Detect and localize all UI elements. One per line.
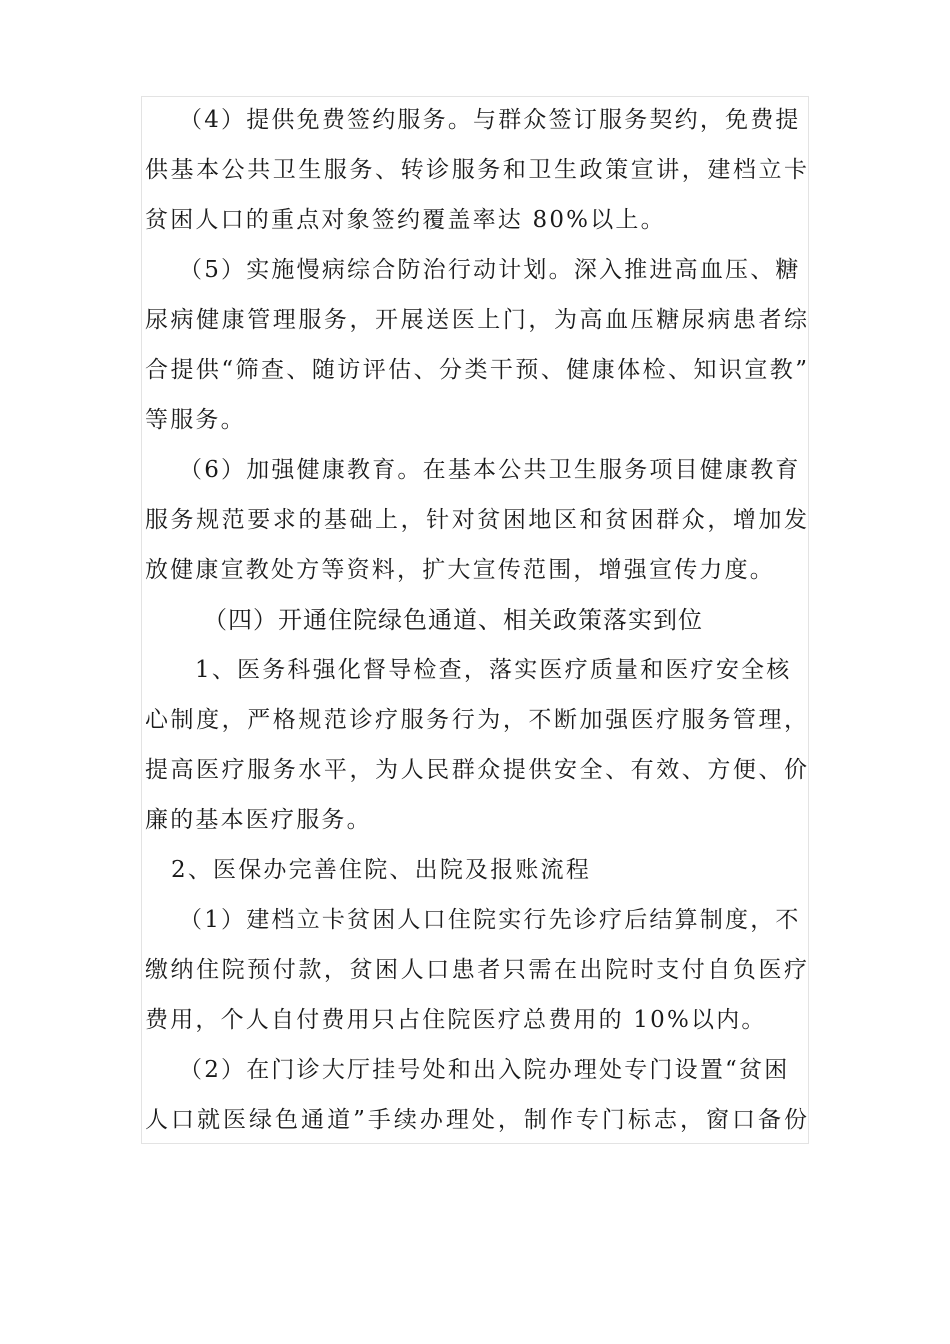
paragraph-line: 供基本公共卫生服务、转诊服务和卫生政策宣讲，建档立卡: [145, 157, 807, 183]
paragraph-line: 费用，个人自付费用只占住院医疗总费用的 10%以内。: [145, 1007, 767, 1033]
paragraph-line: 合提供“筛查、随访评估、分类干预、健康体检、知识宣教”: [145, 357, 807, 383]
paragraph-line: 放健康宣教处方等资料，扩大宣传范围，增强宣传力度。: [145, 557, 775, 583]
paragraph-line: 2、医保办完善住院、出院及报账流程: [171, 857, 592, 883]
paragraph-line: 廉的基本医疗服务。: [145, 807, 372, 833]
paragraph-line: 服务规范要求的基础上，针对贫困地区和贫困群众，增加发: [145, 507, 807, 533]
paragraph-line: 提高医疗服务水平，为人民群众提供安全、有效、方便、价: [145, 757, 807, 783]
paragraph-line: （4）提供免费签约服务。与群众签订服务契约，免费提: [179, 107, 801, 133]
section-heading: （四）开通住院绿色通道、相关政策落实到位: [203, 606, 703, 634]
paragraph-line: 人口就医绿色通道”手续办理处，制作专门标志，窗口备份: [145, 1107, 807, 1133]
paragraph-line: 等服务。: [145, 407, 246, 433]
paragraph-line: 1、医务科强化督导检查，落实医疗质量和医疗安全核: [195, 657, 792, 683]
paragraph-line: （6）加强健康教育。在基本公共卫生服务项目健康教育: [179, 457, 801, 483]
paragraph-line: 缴纳住院预付款，贫困人口患者只需在出院时支付自负医疗: [145, 957, 807, 983]
paragraph-line: 贫困人口的重点对象签约覆盖率达 80%以上。: [145, 207, 666, 233]
paragraph-line: （1）建档立卡贫困人口住院实行先诊疗后结算制度，不: [179, 907, 801, 933]
paragraph-line: （2）在门诊大厅挂号处和出入院办理处专门设置“贫困: [179, 1057, 790, 1083]
paragraph-line: （5）实施慢病综合防治行动计划。深入推进高血压、糖: [179, 257, 801, 283]
paragraph-line: 尿病健康管理服务，开展送医上门，为高血压糖尿病患者综: [145, 307, 807, 333]
paragraph-line: 心制度，严格规范诊疗服务行为，不断加强医疗服务管理，: [145, 707, 807, 733]
